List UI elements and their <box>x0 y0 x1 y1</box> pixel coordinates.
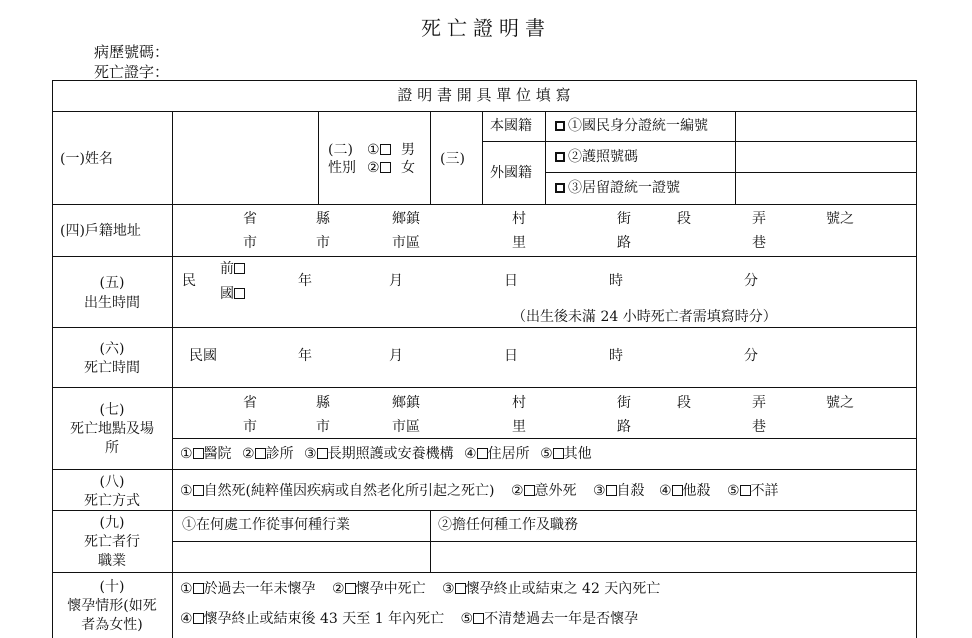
passport-option[interactable] <box>555 150 638 164</box>
unknown-label: 不詳 <box>750 483 779 499</box>
month-unit: 月 <box>389 273 403 289</box>
female-checkbox[interactable] <box>380 162 391 173</box>
pregnancy-checkbox-1[interactable] <box>193 583 204 594</box>
place-home-option[interactable] <box>464 446 530 462</box>
pregnancy-label-5: 不清楚過去一年是否懷孕 <box>484 611 639 627</box>
natural-checkbox[interactable] <box>193 485 204 496</box>
lane-unit: 巷 <box>752 419 766 435</box>
pregnancy-label-3: 懷孕終止或結束之 42 天內死亡 <box>465 581 661 597</box>
minute-unit: 分 <box>744 273 758 289</box>
name-label: (一)姓名 <box>60 151 113 167</box>
number-unit: 號之 <box>826 211 854 227</box>
option-number: ④ <box>180 611 193 627</box>
roc-label: 國 <box>220 286 234 302</box>
death-place-label-2: 所 <box>105 440 119 456</box>
other-label: 其他 <box>563 446 592 462</box>
option-number: ④ <box>464 446 477 462</box>
gender-male-option[interactable] <box>367 143 415 157</box>
other-checkbox[interactable] <box>553 448 564 459</box>
number-unit: 號之 <box>826 395 854 411</box>
passport-checkbox[interactable] <box>555 152 565 162</box>
year-unit: 年 <box>298 348 312 364</box>
era-roc-option[interactable] <box>220 287 245 301</box>
pregnancy-option-5[interactable] <box>461 611 639 627</box>
pregnancy-option-3[interactable] <box>442 581 660 597</box>
manner-accident-option[interactable] <box>511 483 577 499</box>
street-unit: 街 <box>617 395 631 411</box>
city-unit-2: 市 <box>316 235 330 251</box>
district-unit: 市區 <box>392 419 420 435</box>
job-title-question: ②擔任何種工作及職務 <box>438 517 578 533</box>
neighborhood-unit: 里 <box>512 235 526 251</box>
pregnancy-option-4[interactable] <box>180 611 444 627</box>
female-label: 女 <box>401 160 416 176</box>
hour-unit: 時 <box>609 348 623 364</box>
suicide-checkbox[interactable] <box>606 485 617 496</box>
place-ltc-option[interactable] <box>304 446 454 462</box>
minute-unit: 分 <box>744 348 758 364</box>
era-before-option[interactable] <box>220 262 245 276</box>
section-unit: 段 <box>677 211 691 227</box>
death-place-section-number: (七) <box>99 402 125 418</box>
accident-checkbox[interactable] <box>524 485 535 496</box>
nationality-section-number: (三) <box>440 151 465 167</box>
province-unit: 省 <box>243 211 257 227</box>
manner-homicide-option[interactable] <box>659 483 711 499</box>
pregnancy-option-2[interactable] <box>332 581 426 597</box>
birth-time-label: 出生時間 <box>84 295 140 311</box>
ltc-label: 長期照護或安養機構 <box>327 446 454 462</box>
occupation-label: 死亡者行 <box>84 534 140 550</box>
homicide-label: 他殺 <box>682 483 711 499</box>
before-checkbox[interactable] <box>234 263 245 274</box>
option-number: ① <box>180 483 193 499</box>
lane-unit: 巷 <box>752 235 766 251</box>
job-title-field[interactable] <box>431 542 915 571</box>
gender-section-number: (二) <box>328 142 353 158</box>
district-unit: 市區 <box>392 235 420 251</box>
natural-label: 自然死(純粹僅因疾病或自然老化所引起之死亡) <box>203 483 495 499</box>
option-number: ② <box>242 446 255 462</box>
option-number: ② <box>367 160 380 176</box>
alley-unit: 弄 <box>752 395 766 411</box>
province-unit: 省 <box>243 395 257 411</box>
option-number: ① <box>180 446 193 462</box>
place-other-option[interactable] <box>540 446 592 462</box>
name-field[interactable] <box>173 112 318 204</box>
section-unit: 段 <box>677 395 691 411</box>
pregnancy-label-1: 於過去一年未懷孕 <box>203 581 316 597</box>
city-unit: 市 <box>243 419 257 435</box>
issuing-unit-header: 證 明 書 開 具 單 位 填 寫 <box>397 86 571 104</box>
accident-label: 意外死 <box>534 483 577 499</box>
city-unit-2: 市 <box>316 419 330 435</box>
male-checkbox[interactable] <box>380 144 391 155</box>
domestic-nationality-label: 本國籍 <box>490 118 532 134</box>
township-unit: 鄉鎮 <box>392 211 420 227</box>
road-unit: 路 <box>617 419 631 435</box>
household-address-label: (四)戶籍地址 <box>60 223 141 239</box>
occupation-label-2: 職業 <box>98 553 126 569</box>
gender-female-option[interactable] <box>367 161 415 175</box>
day-unit: 日 <box>504 273 518 289</box>
clinic-checkbox[interactable] <box>255 448 266 459</box>
pregnancy-options-line-1 <box>180 582 660 596</box>
pregnancy-label: 懷孕情形(如死 <box>67 598 157 614</box>
birth-time-note: （出生後未滿 24 小時死亡者需填寫時分） <box>512 309 777 325</box>
option-number: ④ <box>658 483 672 499</box>
birth-section-number: (五) <box>99 275 125 291</box>
option-number: ⑤ <box>460 611 474 627</box>
record-number-label: 病歷號碼： <box>94 43 170 61</box>
ltc-checkbox[interactable] <box>317 448 328 459</box>
option-number: ② <box>510 483 524 499</box>
foreign-nationality-label: 外國籍 <box>490 165 532 181</box>
home-checkbox[interactable] <box>477 448 488 459</box>
death-cert-number-label: 死亡證字： <box>94 63 170 81</box>
death-time-section-number: (六) <box>99 341 125 357</box>
township-unit: 鄉鎮 <box>392 395 420 411</box>
clinic-label: 診所 <box>265 446 294 462</box>
pregnancy-option-1[interactable] <box>180 581 316 597</box>
manner-suicide-option[interactable] <box>593 483 645 499</box>
option-number: ③ <box>442 581 455 597</box>
manner-of-death-label: 死亡方式 <box>84 493 140 509</box>
place-clinic-option[interactable] <box>242 446 294 462</box>
hour-unit: 時 <box>609 273 623 289</box>
city-unit: 市 <box>243 235 257 251</box>
national-id-label: ①國民身分證統一編號 <box>568 118 708 134</box>
male-label: 男 <box>401 142 416 158</box>
before-label: 前 <box>220 261 234 277</box>
manner-of-death-options <box>180 484 779 498</box>
pregnancy-label-2: 者為女性) <box>81 617 143 633</box>
option-number: ② <box>332 581 345 597</box>
village-unit: 村 <box>512 395 526 411</box>
national-id-checkbox[interactable] <box>555 121 565 131</box>
pregnancy-section-number: (十) <box>99 579 125 595</box>
residence-permit-checkbox[interactable] <box>555 183 565 193</box>
pregnancy-label-2: 懷孕中死亡 <box>355 581 426 597</box>
unknown-checkbox[interactable] <box>740 485 751 496</box>
pregnancy-checkbox-3[interactable] <box>455 583 466 594</box>
pregnancy-options-line-2 <box>180 612 638 626</box>
roc-checkbox[interactable] <box>234 288 245 299</box>
industry-question: ①在何處工作從事何種行業 <box>182 517 350 533</box>
street-unit: 街 <box>617 211 631 227</box>
roc-era-label: 民國 <box>189 348 217 364</box>
hospital-checkbox[interactable] <box>193 448 204 459</box>
option-number: ① <box>180 581 193 597</box>
occupation-section-number: (九) <box>99 515 125 531</box>
home-label: 住居所 <box>487 446 530 462</box>
month-unit: 月 <box>389 348 403 364</box>
id-number-field[interactable] <box>736 112 915 203</box>
min-char: 民 <box>182 273 196 289</box>
homicide-checkbox[interactable] <box>672 485 683 496</box>
village-unit: 村 <box>512 211 526 227</box>
suicide-label: 自殺 <box>616 483 645 499</box>
option-number: ③ <box>304 446 317 462</box>
manner-unknown-option[interactable] <box>727 483 779 499</box>
gender-label: 性別 <box>328 160 356 176</box>
residence-permit-option[interactable] <box>555 181 680 195</box>
neighborhood-unit: 里 <box>512 419 526 435</box>
place-hospital-option[interactable] <box>180 446 232 462</box>
pregnancy-label-4: 懷孕終止或結束後 43 天至 1 年內死亡 <box>203 611 445 627</box>
county-unit: 縣 <box>316 211 330 227</box>
year-unit: 年 <box>298 273 312 289</box>
pregnancy-checkbox-2[interactable] <box>345 583 356 594</box>
option-number: ⑤ <box>727 483 740 499</box>
alley-unit: 弄 <box>752 211 766 227</box>
day-unit: 日 <box>504 348 518 364</box>
manner-natural-option[interactable] <box>180 483 495 499</box>
national-id-option[interactable] <box>555 119 708 133</box>
option-number: ⑤ <box>540 446 553 462</box>
pregnancy-checkbox-5[interactable] <box>473 613 484 624</box>
passport-label: ②護照號碼 <box>568 149 638 165</box>
death-time-label: 死亡時間 <box>84 360 140 376</box>
option-number: ① <box>367 142 380 158</box>
residence-permit-label: ③居留證統一證號 <box>568 180 680 196</box>
document-title: 死亡證明書 <box>421 16 551 40</box>
county-unit: 縣 <box>316 395 330 411</box>
road-unit: 路 <box>617 235 631 251</box>
option-number: ③ <box>592 483 606 499</box>
hospital-label: 醫院 <box>203 446 232 462</box>
death-place-label: 死亡地點及場 <box>70 421 154 437</box>
manner-section-number: (八) <box>99 474 125 490</box>
death-place-type-options <box>180 447 592 461</box>
industry-field[interactable] <box>173 542 430 571</box>
pregnancy-checkbox-4[interactable] <box>193 613 204 624</box>
